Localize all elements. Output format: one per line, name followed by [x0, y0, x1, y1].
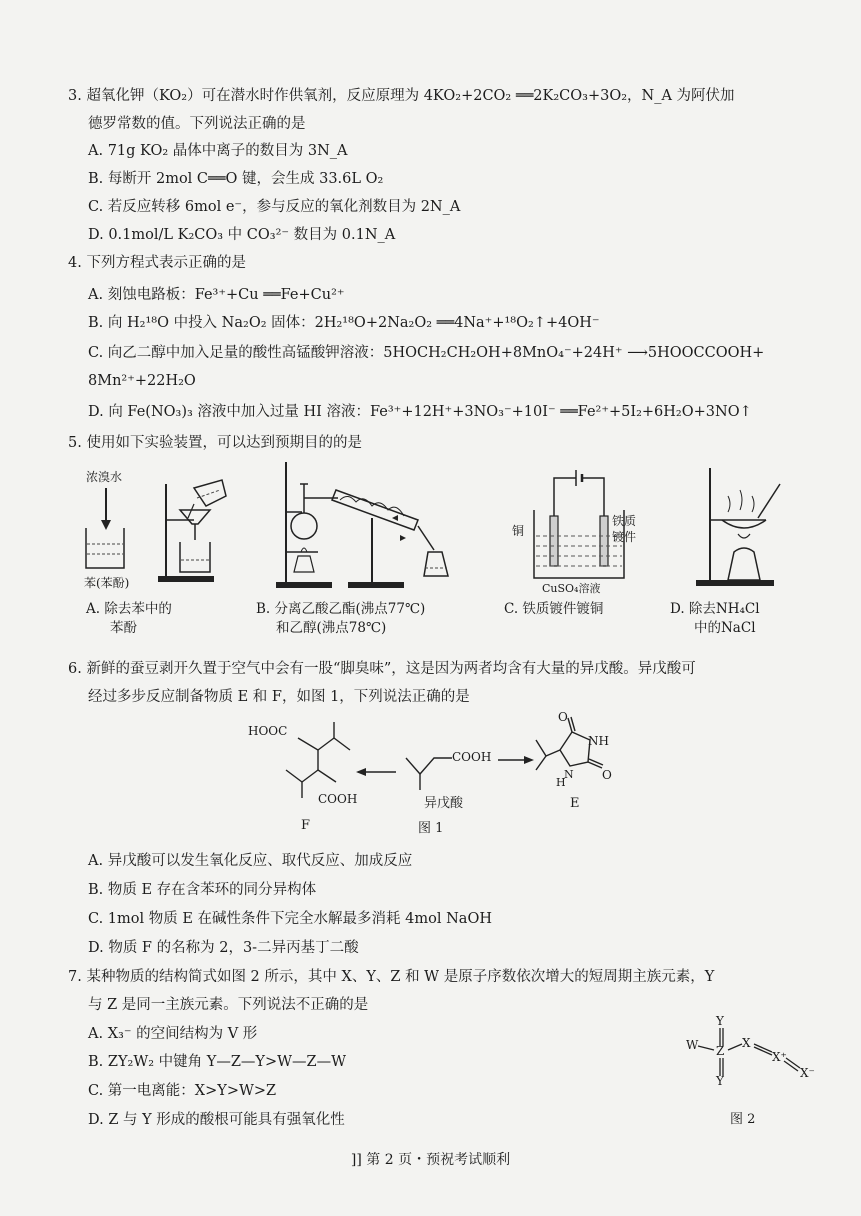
apparatus-b-caption-line2: 和乙醇(沸点78℃)	[276, 620, 387, 636]
q3-option-a: A. 71g KO₂ 晶体中离子的数目为 3N_A	[88, 143, 348, 159]
apparatus-b-drawing	[268, 456, 468, 596]
figure-1	[236, 710, 636, 836]
figure-2-z: Z	[716, 1044, 725, 1058]
apparatus-c-solution-label: CuSO₄溶液	[542, 582, 601, 595]
q7-option-d: D. Z 与 Y 形成的酸根可能具有强氧化性	[88, 1112, 345, 1128]
q4-option-d: D. 向 Fe(NO₃)₃ 溶液中加入过量 HI 溶液：Fe³⁺+12H⁺+3NO₃⁻+10I⁻ ══Fe²⁺+5I₂+6H₂O+3NO↑	[88, 404, 752, 420]
figure-2-drawing	[680, 1012, 830, 1102]
apparatus-c-copper-label: 铜	[512, 524, 525, 538]
apparatus-a-caption-line1: A. 除去苯中的	[86, 601, 172, 617]
figure-1-caption: 图 1	[418, 821, 444, 836]
apparatus-a-drawing	[76, 464, 236, 594]
q3-stem-line1: 3. 超氧化钾（KO₂）可在潜水时作供氧剂，反应原理为 4KO₂+2CO₂ ══2K₂CO₃+3O₂，N_A 为阿伏加	[68, 88, 735, 104]
q5-stem: 5. 使用如下实验装置，可以达到预期目的的是	[68, 435, 362, 451]
apparatus-d-drawing	[688, 462, 808, 594]
q6-option-b: B. 物质 E 存在含苯环的同分异构体	[88, 882, 317, 898]
figure-1-e-o1: O	[558, 710, 568, 724]
figure-1-mid-label: 异戊酸	[424, 796, 464, 811]
apparatus-a-reagent-label: 浓溴水	[86, 470, 123, 484]
q3-option-b: B. 每断开 2mol C══O 键，会生成 33.6L O₂	[88, 171, 384, 187]
apparatus-a-caption-line2: 苯酚	[110, 620, 137, 636]
figure-1-drawing	[236, 710, 636, 836]
apparatus-a-flask-label: 苯(苯酚)	[84, 576, 130, 590]
q3-stem-line2: 德罗常数的值。下列说法正确的是	[88, 116, 306, 132]
apparatus-a	[76, 464, 236, 594]
figure-2-w: W	[686, 1038, 699, 1052]
page-footer: ]] 第 2 页・预祝考试顺利	[350, 1152, 511, 1168]
apparatus-c-iron-label-1: 铁质	[612, 514, 637, 528]
figure-2-y-top: Y	[716, 1014, 724, 1028]
q3-option-d: D. 0.1mol/L K₂CO₃ 中 CO₃²⁻ 数目为 0.1N_A	[88, 227, 396, 243]
figure-2	[680, 1012, 830, 1128]
apparatus-c-iron-label-2: 镀件	[612, 530, 637, 544]
q6-option-a: A. 异戊酸可以发生氧化反应、取代反应、加成反应	[88, 853, 413, 869]
figure-2-x3: X⁻	[800, 1066, 815, 1080]
figure-1-e-n: N	[564, 768, 574, 781]
apparatus-b	[268, 456, 468, 596]
figure-2-y-bottom: Y	[716, 1074, 724, 1088]
q7-option-c: C. 第一电离能：X>Y>W>Z	[88, 1083, 277, 1099]
figure-1-f-hooc: HOOC	[248, 724, 288, 738]
q4-option-b: B. 向 H₂¹⁸O 中投入 Na₂O₂ 固体：2H₂¹⁸O+2Na₂O₂ ══4Na⁺+¹⁸O₂↑+4OH⁻	[88, 315, 600, 331]
q4-option-c-line1: C. 向乙二醇中加入足量的酸性高锰酸钾溶液：5HOCH₂CH₂OH+8MnO₄⁻+24H⁺ ⟶5HOOCCOOH+	[88, 345, 765, 361]
apparatus-b-caption-line1: B. 分离乙酸乙酯(沸点77℃)	[256, 601, 426, 617]
q4-option-c-line2: 8Mn²⁺+22H₂O	[88, 373, 196, 389]
q4-stem: 4. 下列方程式表示正确的是	[68, 255, 246, 271]
figure-1-f-cooh: COOH	[318, 792, 358, 806]
q3-option-c: C. 若反应转移 6mol e⁻，参与反应的氧化剂数目为 2N_A	[88, 199, 461, 215]
q7-option-b: B. ZY₂W₂ 中键角 Y—Z—Y>W—Z—W	[88, 1054, 347, 1070]
figure-1-mid-cooh: COOH	[452, 750, 492, 764]
apparatus-d-caption-line1: D. 除去NH₄Cl	[670, 601, 760, 617]
apparatus-c-caption: C. 铁质镀件镀铜	[504, 601, 604, 617]
figure-1-e-label: E	[570, 796, 580, 811]
figure-1-e-h: H	[556, 776, 566, 789]
q6-option-d: D. 物质 F 的名称为 2，3-二异丙基丁二酸	[88, 940, 359, 956]
q7-option-a: A. X₃⁻ 的空间结构为 V 形	[88, 1026, 258, 1042]
figure-1-e-o2: O	[602, 768, 612, 782]
q7-stem-line1: 7. 某种物质的结构简式如图 2 所示，其中 X、Y、Z 和 W 是原子序数依次增大的短周期主族元素，Y	[68, 969, 715, 985]
q6-option-c: C. 1mol 物质 E 在碱性条件下完全水解最多消耗 4mol NaOH	[88, 911, 492, 927]
q6-stem-line2: 经过多步反应制备物质 E 和 F，如图 1，下列说法正确的是	[88, 689, 470, 705]
figure-2-x1: X	[742, 1036, 751, 1050]
q6-stem-line1: 6. 新鲜的蚕豆剥开久置于空气中会有一股“脚臭味”，这是因为两者均含有大量的异戊酸。异戊酸可	[68, 661, 696, 677]
figure-2-caption: 图 2	[730, 1112, 756, 1127]
figure-1-f-label: F	[301, 818, 311, 833]
q7-stem-line2: 与 Z 是同一主族元素。下列说法不正确的是	[88, 997, 369, 1013]
figure-1-e-nh: NH	[588, 734, 609, 748]
apparatus-d-caption-line2: 中的NaCl	[694, 620, 756, 636]
q4-option-a: A. 刻蚀电路板：Fe³⁺+Cu ══Fe+Cu²⁺	[88, 287, 345, 303]
figure-2-x2: X⁺	[772, 1050, 787, 1064]
apparatus-c	[508, 464, 658, 600]
apparatus-d	[688, 462, 808, 594]
